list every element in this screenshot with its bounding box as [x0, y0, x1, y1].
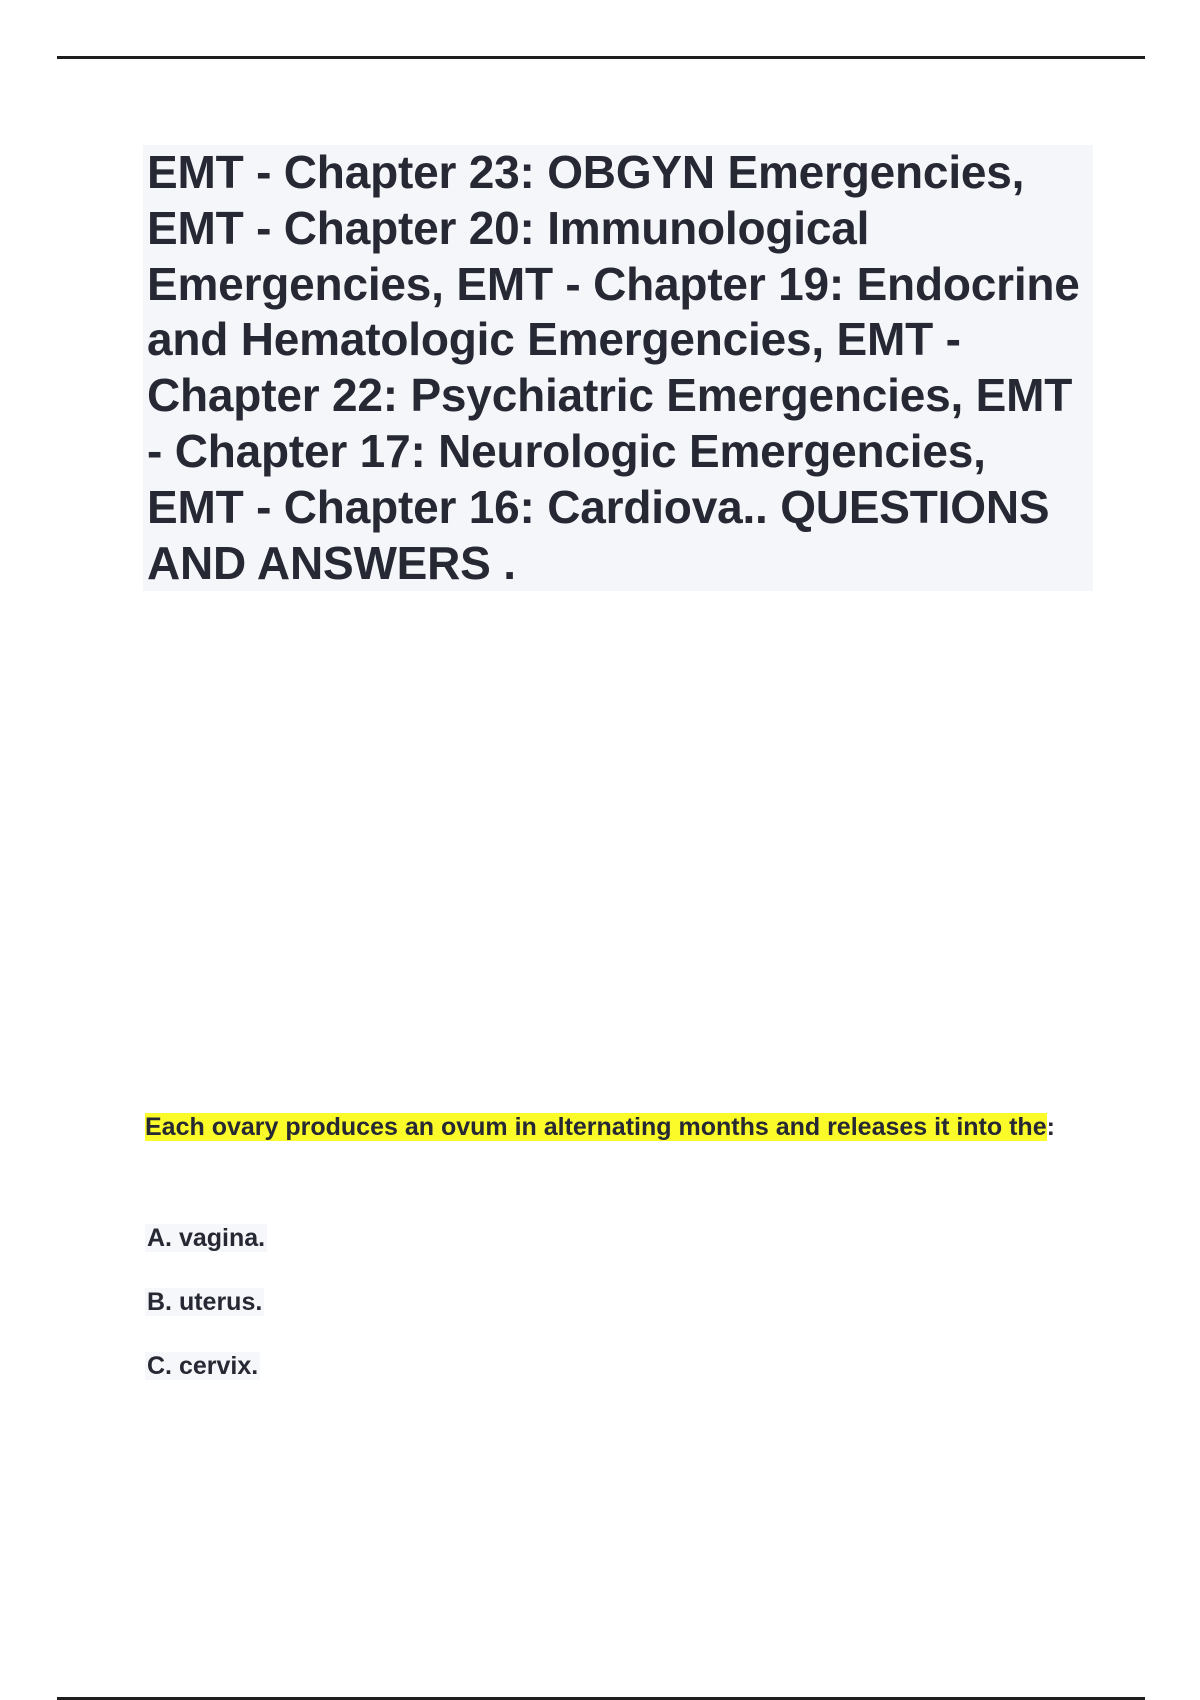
highlighted-question-text: Each ovary produces an ovum in alternating months and releases it into the	[145, 1113, 1047, 1141]
answer-option-c	[145, 1350, 267, 1382]
top-page-rule	[57, 56, 1145, 59]
answer-option-c-label: C. cervix.	[147, 1352, 259, 1380]
answer-option-b-label: B. uterus.	[147, 1288, 263, 1316]
answer-option-a-label: A. vagina.	[147, 1224, 266, 1252]
question-suffix: :	[1046, 1113, 1055, 1141]
answer-options	[145, 1222, 267, 1414]
answer-option-b	[145, 1286, 267, 1318]
answer-option-a	[145, 1222, 267, 1254]
title-block	[143, 145, 1093, 591]
document-title: EMT - Chapter 23: OBGYN Emergencies, EMT - Chapter 20: Immunological Emergencies, EMT - Chapter 19: Endocrine and Hematologic Emergencies, EMT - Chapter 22: Psychiatric Emergencies, EMT - Chapter 17: Neurologic Emergencies, EMT - Chapter 16: Cardiova.. QUESTIONS AND ANSWERS .	[147, 146, 1080, 589]
question-text	[145, 1095, 1105, 1160]
